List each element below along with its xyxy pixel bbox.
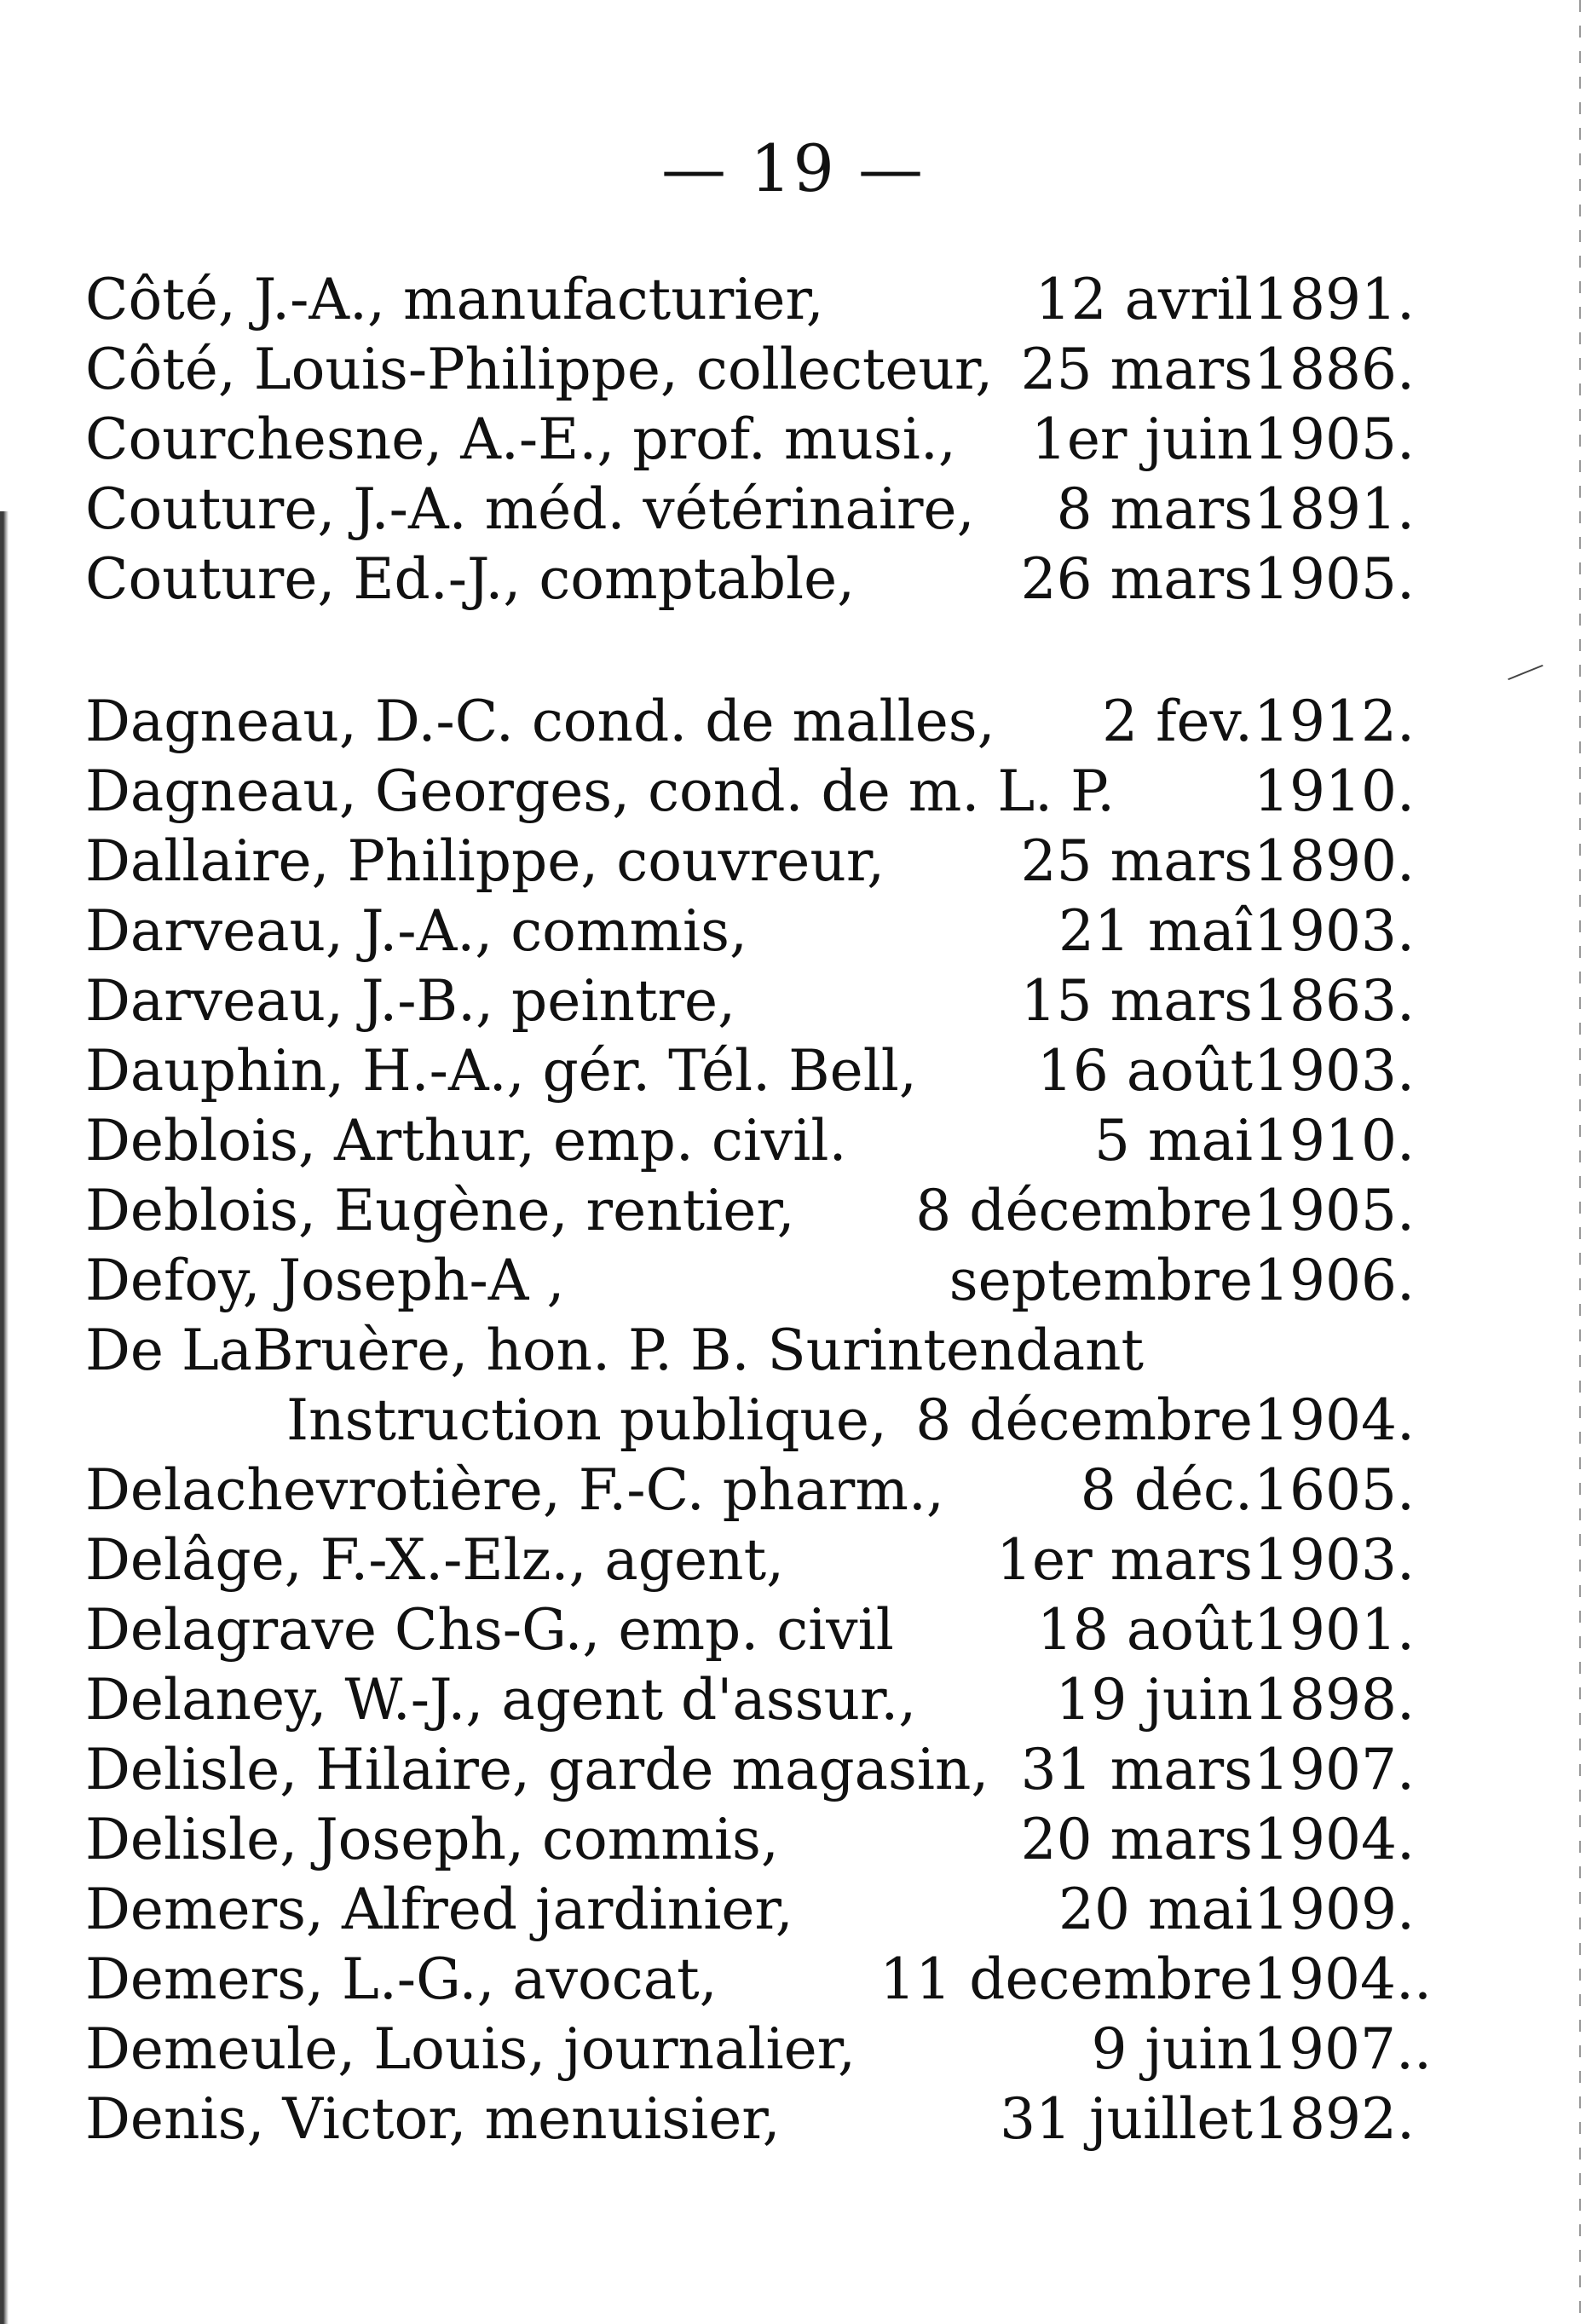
entry-date: 2 fev. [1102, 689, 1253, 754]
directory-entry [85, 966, 1415, 1036]
directory-entry [85, 1176, 1415, 1246]
directory-entry [85, 265, 1415, 335]
directory-entry [85, 757, 1415, 827]
entry-year: 1892. [1254, 2086, 1415, 2152]
directory-entry-continuation [85, 1386, 1415, 1456]
entry-year: 1903. [1254, 1038, 1415, 1104]
entry-year: 1905. [1254, 1178, 1415, 1243]
entry-year: 1901. [1254, 1597, 1415, 1663]
entry-year: 1909. [1254, 1877, 1415, 1942]
entry-name: Delâge, F.-X.-Elz., agent, [85, 1527, 785, 1593]
directory-entry [85, 1036, 1415, 1106]
entry-name: De LaBruère, hon. P. B. Surintendant [85, 1318, 1145, 1383]
entry-name: Dagneau, D.-C. cond. de malles, [85, 689, 995, 754]
entry-name: Couture, Ed.-J., comptable, [85, 546, 856, 612]
binding-edge [0, 511, 9, 2324]
entry-name: Demers, Alfred jardinier, [85, 1877, 793, 1942]
entry-year: 1903. [1254, 898, 1415, 964]
entry-date: 8 déc. [1080, 1457, 1253, 1523]
entry-year: 1904. [1254, 1807, 1415, 1872]
entry-date: 16 août [1036, 1038, 1253, 1104]
directory-entry [85, 2015, 1432, 2085]
entry-date: 1er mars [996, 1527, 1253, 1593]
entry-year: 1905. [1254, 546, 1415, 612]
directory-entry [85, 1665, 1415, 1735]
entry-name: Delaney, W.-J., agent d'assur., [85, 1667, 917, 1733]
directory-entry [85, 1875, 1415, 1945]
directory-entry [85, 827, 1415, 897]
page-edge [1579, 0, 1581, 2324]
entry-date: 1er juin [1030, 407, 1253, 472]
entry-date: 9 juin [1091, 2016, 1253, 2082]
entry-date: 20 mars [1020, 1807, 1253, 1872]
directory-entry [85, 1945, 1432, 2015]
entry-year: 1898. [1254, 1667, 1415, 1733]
directory-entry [85, 405, 1415, 475]
entry-year: 1907. [1254, 1737, 1415, 1802]
entry-date: septembre [949, 1248, 1253, 1313]
entry-name: Deblois, Arthur, emp. civil. [85, 1108, 847, 1174]
entry-name: Couture, J.-A. méd. vétérinaire, [85, 476, 975, 542]
directory-entry [85, 1246, 1415, 1316]
directory-entry [85, 897, 1415, 966]
entry-year: 1891. [1254, 267, 1415, 332]
entry-date: 8 décembre [915, 1387, 1253, 1453]
directory-entry [85, 335, 1415, 405]
entry-date: 19 juin [1055, 1667, 1253, 1733]
entry-year: 1912. [1254, 689, 1415, 754]
entry-name: Delagrave Chs-G., emp. civil [85, 1597, 894, 1663]
entry-date: 20 mai [1058, 1877, 1253, 1942]
entry-date: 21 maî [1058, 898, 1253, 964]
directory-entry [85, 475, 1415, 545]
entry-year: 1903. [1254, 1527, 1415, 1593]
entry-date: 31 juillet [1000, 2086, 1253, 2152]
entry-name: Instruction publique, [286, 1387, 887, 1453]
entry-year: 1904.. [1253, 1946, 1432, 2012]
entry-date: 15 mars [1020, 968, 1253, 1034]
directory-entry [85, 687, 1415, 757]
directory-entry [85, 1805, 1415, 1875]
directory-entry [85, 1735, 1415, 1805]
directory-entry [85, 1525, 1415, 1595]
stray-mark [1508, 665, 1543, 680]
directory-entry [85, 545, 1415, 614]
directory-entry [85, 1456, 1415, 1525]
entry-date: 11 decembre [880, 1946, 1253, 2012]
entry-year: 1906. [1254, 1248, 1415, 1313]
directory-entry [85, 2085, 1415, 2154]
entry-date: 26 mars [1020, 546, 1253, 612]
entry-date: 8 mars [1056, 476, 1253, 542]
entry-date: 25 mars [1020, 337, 1253, 402]
entry-date: 18 août [1036, 1597, 1253, 1663]
entry-name: Delisle, Joseph, commis, [85, 1807, 779, 1872]
entry-year: 1863. [1254, 968, 1415, 1034]
entry-year: 1890. [1254, 828, 1415, 894]
entry-year: 1605. [1254, 1457, 1415, 1523]
entry-name: Côté, Louis-Philippe, collecteur, [85, 337, 994, 402]
entry-name: Demers, L.-G., avocat, [85, 1946, 718, 2012]
directory-entry [85, 1595, 1415, 1665]
entry-year: 1910. [1254, 758, 1415, 824]
entry-name: Darveau, J.-A., commis, [85, 898, 748, 964]
entry-name: Deblois, Eugène, rentier, [85, 1178, 795, 1243]
entry-year: 1910. [1254, 1108, 1415, 1174]
entry-name: Demeule, Louis, journalier, [85, 2016, 856, 2082]
entry-name: Courchesne, A.-E., prof. musi., [85, 407, 956, 472]
directory-entry [85, 1106, 1415, 1176]
entry-year: 1886. [1254, 337, 1415, 402]
entry-year: 1907.. [1253, 2016, 1432, 2082]
entry-name: Delisle, Hilaire, garde magasin, [85, 1737, 989, 1802]
entry-name: Dagneau, Georges, cond. de m. L. P. [85, 758, 1116, 824]
page-number: — 19 — [660, 130, 926, 206]
entry-name: Dallaire, Philippe, couvreur, [85, 828, 885, 894]
entry-name: Côté, J.-A., manufacturier, [85, 267, 824, 332]
directory-entry [85, 1316, 1415, 1386]
entry-name: Delachevrotière, F.-C. pharm., [85, 1457, 944, 1523]
entry-date: 31 mars [1020, 1737, 1253, 1802]
entry-date: 12 avril [1035, 267, 1253, 332]
entry-name: Darveau, J.-B., peintre, [85, 968, 736, 1034]
entry-year: 1891. [1254, 476, 1415, 542]
entry-name: Denis, Victor, menuisier, [85, 2086, 781, 2152]
entry-year: 1905. [1254, 407, 1415, 472]
entry-date: 5 mai [1093, 1108, 1253, 1174]
entry-date: 25 mars [1020, 828, 1253, 894]
entry-year: 1904. [1254, 1387, 1415, 1453]
entry-date: 8 décembre [915, 1178, 1253, 1243]
entry-name: Dauphin, H.-A., gér. Tél. Bell, [85, 1038, 917, 1104]
entry-name: Defoy, Joseph-A , [85, 1248, 565, 1313]
